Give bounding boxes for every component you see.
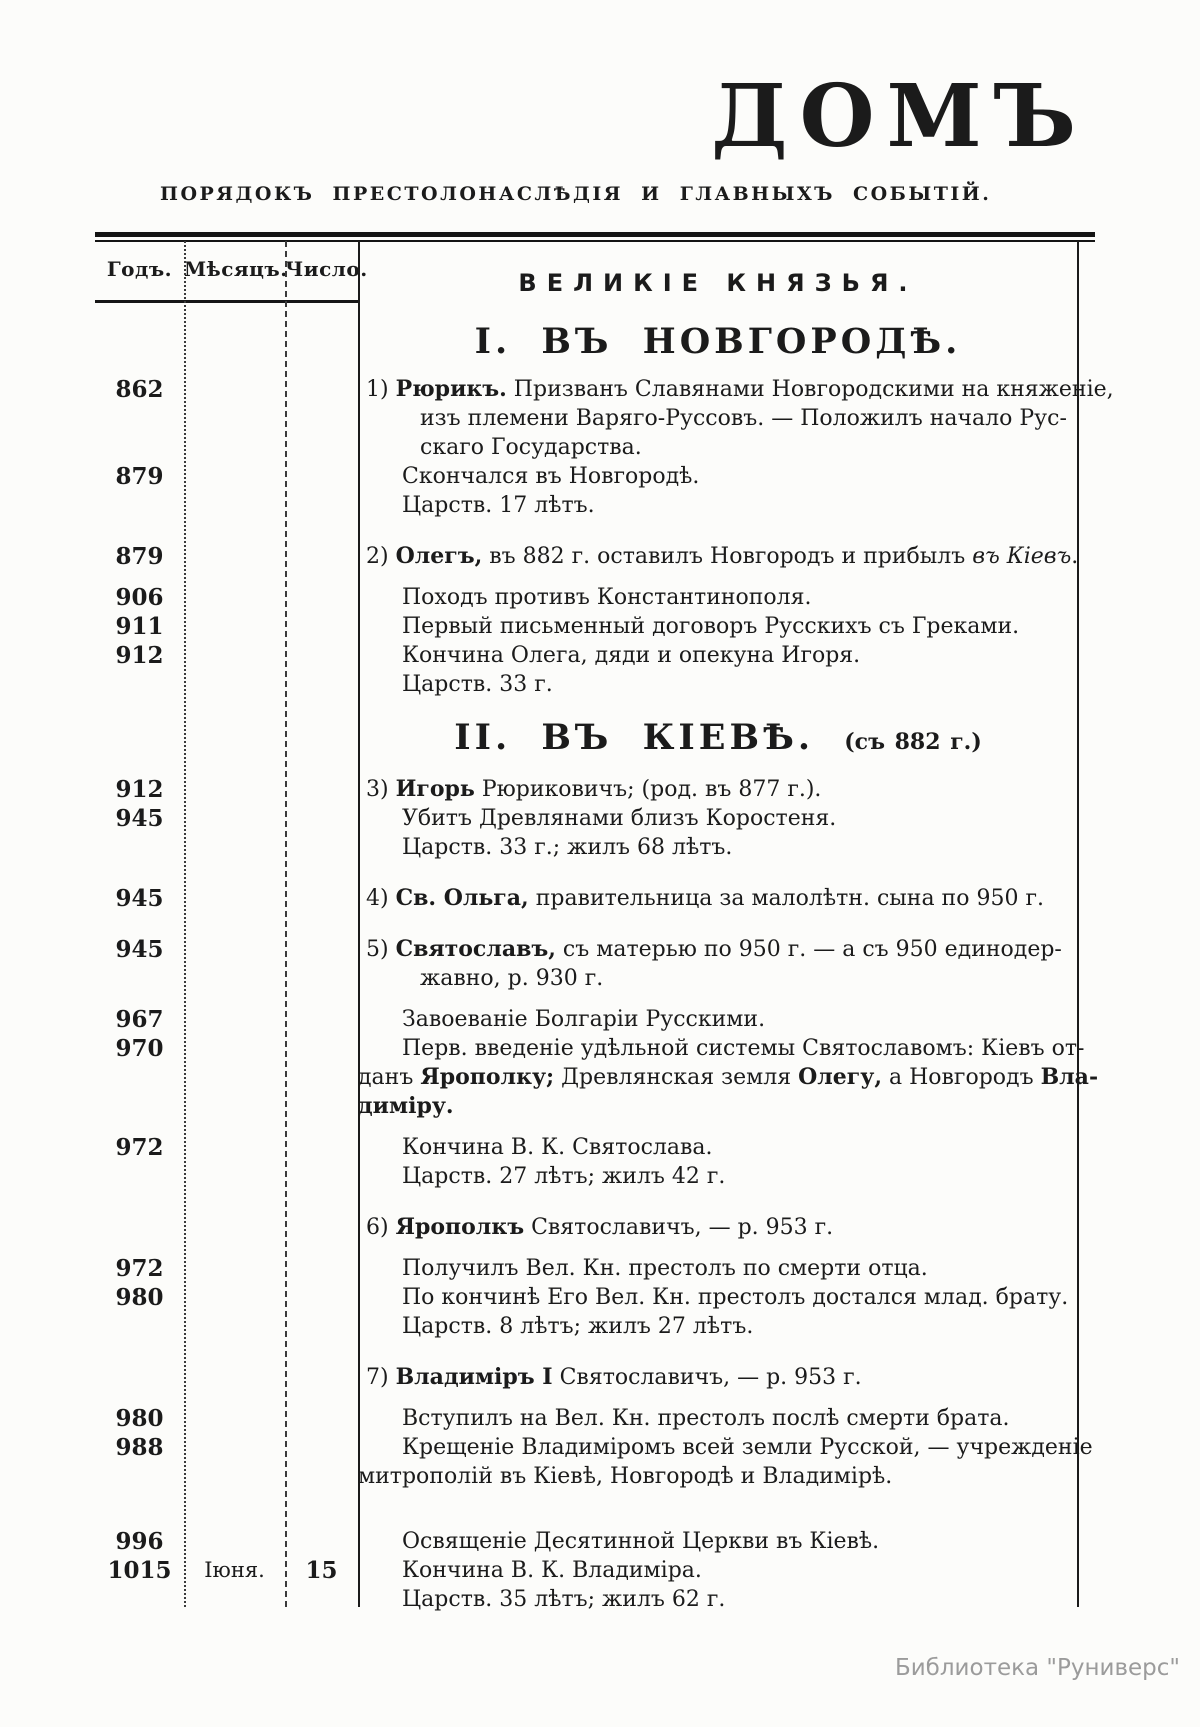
year-cell: 912 [115, 642, 164, 669]
table-row [95, 641, 1078, 670]
event-text-part: Кончина В. К. Владиміра. [402, 1558, 702, 1583]
year-cell: 970 [115, 1035, 164, 1062]
year-cell [95, 1363, 184, 1392]
table-row [95, 1363, 1078, 1392]
watermark: Библиотека "Руниверс" [894, 1655, 1180, 1681]
column-rule-month [285, 241, 287, 1607]
event-text-part: Святославичъ, — р. 953 г. [524, 1215, 834, 1240]
day-cell: 15 [305, 1557, 338, 1584]
month-cell [184, 641, 285, 670]
event-text [358, 1133, 1078, 1162]
table-row [95, 375, 1114, 404]
event-text-part: Перв. введеніе удѣльной системы Святославомъ: Кіевъ от- [402, 1036, 1085, 1061]
top-double-rule [95, 232, 1095, 242]
year-cell: 945 [115, 805, 164, 832]
month-cell [184, 670, 285, 699]
month-cell [184, 1404, 285, 1433]
month-cell [184, 1312, 285, 1341]
year-cell: 879 [115, 463, 164, 490]
month-cell [184, 462, 285, 491]
year-cell [95, 833, 184, 862]
day-cell [285, 1162, 358, 1191]
month-cell: Іюня. [204, 1558, 265, 1582]
table-row [95, 1312, 1078, 1341]
table-right-rule [1077, 241, 1079, 1607]
event-text-part: диміру. [358, 1093, 454, 1119]
event-text-part: Царств. 17 лѣтъ. [402, 493, 595, 518]
year-cell: 980 [115, 1284, 164, 1311]
table-row [95, 1254, 1078, 1283]
year-cell [95, 433, 184, 462]
event-text-part: Скончался въ Новгородѣ. [402, 464, 700, 489]
day-cell [285, 583, 358, 612]
event-text-part: изъ племени Варяго-Руссовъ. — Положилъ начало Рус- [420, 406, 1067, 431]
event-text-part: скаго Государства. [420, 435, 642, 460]
year-cell [95, 1162, 184, 1191]
month-cell [184, 1063, 285, 1092]
month-cell [184, 1092, 285, 1121]
day-cell [285, 1585, 358, 1614]
day-cell [285, 1092, 358, 1121]
day-cell [285, 433, 358, 462]
month-cell [184, 1034, 285, 1063]
event-text-part: 4) [366, 886, 396, 911]
day-cell [285, 964, 358, 993]
year-cell [95, 319, 184, 365]
table-row [95, 1462, 1078, 1491]
year-cell: 862 [115, 376, 164, 403]
month-cell [184, 884, 285, 913]
table-rows [95, 319, 1114, 1614]
table-row [95, 404, 1078, 433]
table-row [95, 1527, 1078, 1556]
event-text [358, 775, 1078, 804]
year-cell [95, 1063, 184, 1092]
event-text [358, 1254, 1078, 1283]
event-text-part: Царств. 35 лѣтъ; жилъ 62 г. [402, 1587, 726, 1612]
event-text [358, 1283, 1078, 1312]
table-row [95, 775, 1078, 804]
table-row [95, 670, 1078, 699]
table-row [95, 1063, 1099, 1092]
page-subtitle: ПОРЯДОКЪ ПРЕСТОЛОНАСЛѢДІЯ И ГЛАВНЫХЪ СОБЫТІЙ. [160, 183, 992, 205]
month-cell [184, 433, 285, 462]
month-cell [184, 1162, 285, 1191]
day-cell [285, 775, 358, 804]
event-text [358, 1363, 1078, 1392]
day-cell [285, 319, 358, 365]
event-text [358, 1034, 1085, 1063]
month-cell [184, 1527, 285, 1556]
section-title [358, 319, 1078, 365]
event-text-part: Кончина В. К. Святослава. [402, 1135, 713, 1160]
day-cell [285, 1527, 358, 1556]
table-row [95, 1585, 1078, 1614]
event-text [358, 375, 1114, 404]
day-cell [285, 404, 358, 433]
section-header-row [95, 715, 1078, 765]
column-rule-day [358, 241, 360, 1607]
event-text [358, 404, 1078, 433]
year-cell: 945 [115, 885, 164, 912]
month-cell [184, 1283, 285, 1312]
event-text-part: Кончина Олега, дяди и опекуна Игоря. [402, 643, 861, 668]
day-cell [285, 804, 358, 833]
table-row [95, 583, 1078, 612]
event-text-part: въ 882 г. оставилъ Новгородъ и прибылъ [482, 544, 973, 569]
table-row [95, 804, 1078, 833]
event-text-part: Рюрикъ. [395, 376, 507, 402]
year-cell: 967 [115, 1006, 164, 1033]
month-cell [184, 1005, 285, 1034]
section-title-text: II. ВЪ КІЕВѢ. [454, 717, 815, 758]
table-row [95, 1092, 1078, 1121]
month-cell [184, 964, 285, 993]
event-text [358, 433, 1078, 462]
day-cell [285, 1283, 358, 1312]
event-text-part: Крещеніе Владиміромъ всей земли Русской, — учрежденіе [402, 1435, 1093, 1460]
event-text [358, 1556, 1078, 1585]
day-cell [285, 833, 358, 862]
month-cell [184, 1462, 285, 1491]
table-row [95, 462, 1078, 491]
day-cell [285, 1312, 358, 1341]
day-cell [285, 1404, 358, 1433]
event-text-part: Вступилъ на Вел. Кн. престолъ послѣ смерти брата. [402, 1406, 1010, 1431]
day-cell [285, 1363, 358, 1392]
table-row [95, 1133, 1078, 1162]
year-cell [95, 404, 184, 433]
table-row [95, 1404, 1078, 1433]
event-text-part: 5) [366, 937, 396, 962]
year-cell [95, 1462, 184, 1491]
month-cell [184, 804, 285, 833]
event-text-part: Призванъ Славянами Новгородскими на княженіе, [506, 377, 1114, 402]
event-text-part: . [1071, 544, 1079, 569]
event-text [358, 462, 1078, 491]
month-cell [184, 1433, 285, 1462]
event-text-part: 7) [366, 1365, 396, 1390]
table-row [95, 964, 1078, 993]
event-text-part: данъ [358, 1065, 421, 1090]
year-cell [95, 670, 184, 699]
event-text-part: По кончинѣ Его Вел. Кн. престолъ достался млад. брату. [402, 1285, 1069, 1310]
event-text-part: митрополій въ Кіевѣ, Новгородѣ и Владимірѣ. [358, 1464, 893, 1489]
table-row [95, 1433, 1093, 1462]
month-cell [184, 1363, 285, 1392]
event-text [358, 1162, 1078, 1191]
year-cell: 980 [115, 1405, 164, 1432]
event-text-part: Олегъ, [395, 543, 483, 569]
event-text-part: Святославичъ, — р. 953 г. [552, 1365, 862, 1390]
event-text-part: Святославъ, [395, 936, 556, 962]
event-text-part: Первый письменный договоръ Русскихъ съ Греками. [402, 614, 1020, 639]
day-cell [285, 641, 358, 670]
table-row [95, 1162, 1078, 1191]
event-text-part: Владиміръ I [395, 1364, 553, 1390]
year-cell [95, 1092, 184, 1121]
year-cell: 988 [115, 1434, 164, 1461]
day-cell [285, 612, 358, 641]
table-row [95, 1556, 1078, 1585]
day-cell [285, 1005, 358, 1034]
event-text-part: Царств. 33 г. [402, 672, 553, 697]
month-cell [184, 935, 285, 964]
table-header-row [95, 245, 1078, 303]
event-text-part: а Новгородъ [882, 1065, 1041, 1090]
day-cell [285, 542, 358, 571]
year-cell [95, 1312, 184, 1341]
year-cell: 879 [115, 543, 164, 570]
event-text-part: Олегу, [798, 1064, 883, 1090]
month-cell [184, 715, 285, 765]
event-text [358, 542, 1078, 571]
day-cell [285, 375, 358, 404]
day-cell [285, 670, 358, 699]
year-cell: 906 [115, 584, 164, 611]
year-cell: 1015 [107, 1557, 172, 1584]
year-cell: 996 [115, 1528, 164, 1555]
year-cell: 972 [115, 1255, 164, 1282]
day-cell [285, 1254, 358, 1283]
event-text-part: Св. Ольга, [395, 885, 529, 911]
day-cell [285, 1433, 358, 1462]
event-text-part: Убитъ Древлянами близъ Коростеня. [402, 806, 837, 831]
event-text-part: Завоеваніе Болгаріи Русскими. [402, 1007, 766, 1032]
event-text-part: Царств. 33 г.; жилъ 68 лѣтъ. [402, 835, 733, 860]
event-text-part: 6) [366, 1215, 396, 1240]
event-text [358, 583, 1078, 612]
year-cell: 972 [115, 1134, 164, 1161]
event-text [358, 833, 1078, 862]
event-text-part: Древлянская земля [554, 1065, 799, 1090]
column-header-month: Мѣсяцъ. [184, 245, 285, 303]
event-text-part: съ матерью по 950 г. — а съ 950 единодер- [555, 937, 1062, 962]
event-text [358, 1585, 1078, 1614]
event-text [358, 964, 1078, 993]
column-header-day: Число. [285, 245, 358, 303]
event-text-part: Царств. 27 лѣтъ; жилъ 42 г. [402, 1164, 726, 1189]
event-text-part: 2) [366, 544, 396, 569]
event-text [358, 1433, 1093, 1462]
event-text [358, 804, 1078, 833]
event-text-part: въ Кіевъ [972, 544, 1072, 569]
day-cell [285, 935, 358, 964]
day-cell [285, 715, 358, 765]
event-text-part: жавно, р. 930 г. [420, 966, 604, 991]
event-text [358, 1092, 1078, 1121]
event-text-part: Получилъ Вел. Кн. престолъ по смерти отца. [402, 1256, 928, 1281]
event-text [358, 884, 1078, 913]
year-cell [95, 1585, 184, 1614]
day-cell [285, 1462, 358, 1491]
event-text [358, 1005, 1078, 1034]
event-text-part: Царств. 8 лѣтъ; жилъ 27 лѣтъ. [402, 1314, 754, 1339]
year-cell [95, 715, 184, 765]
year-cell [95, 491, 184, 520]
event-text-part: 1) [366, 377, 396, 402]
month-cell [184, 404, 285, 433]
month-cell [184, 491, 285, 520]
table-row [95, 1213, 1078, 1242]
year-cell [95, 964, 184, 993]
day-cell [285, 462, 358, 491]
year-cell: 945 [115, 936, 164, 963]
month-cell [184, 1585, 285, 1614]
event-text [358, 491, 1078, 520]
month-cell [184, 542, 285, 571]
month-cell [184, 375, 285, 404]
event-text [358, 935, 1078, 964]
section-title [358, 715, 1078, 765]
table-row [95, 433, 1078, 462]
event-text-part: 3) [366, 777, 396, 802]
table-row [95, 612, 1078, 641]
column-header-year: Годъ. [95, 245, 184, 303]
event-text-part: Игорь [395, 776, 475, 802]
event-text-part: Вла- [1040, 1064, 1099, 1090]
day-cell [285, 1034, 358, 1063]
table-row [95, 542, 1078, 571]
month-cell [184, 833, 285, 862]
column-header-princes: ВЕЛИКІЕ КНЯЗЬЯ. [518, 269, 918, 297]
event-text-part: Рюриковичъ; (род. въ 877 г.). [474, 777, 822, 802]
table-row [95, 1283, 1078, 1312]
table-row [95, 491, 1078, 520]
event-text [358, 1312, 1078, 1341]
page-title: ДОМЪ [711, 66, 1088, 167]
year-cell: 912 [115, 776, 164, 803]
table-row [95, 935, 1078, 964]
day-cell [285, 1063, 358, 1092]
month-cell [184, 319, 285, 365]
month-cell [184, 1213, 285, 1242]
table-row [95, 884, 1078, 913]
year-cell: 911 [115, 613, 164, 640]
section-title-suffix: (съ 882 г.) [844, 729, 982, 755]
month-cell [184, 583, 285, 612]
year-cell [95, 1213, 184, 1242]
event-text [358, 1462, 1078, 1491]
day-cell [285, 1213, 358, 1242]
month-cell [184, 612, 285, 641]
column-rule-year [184, 241, 186, 1607]
day-cell [285, 1133, 358, 1162]
month-cell [184, 775, 285, 804]
event-text [358, 1213, 1078, 1242]
table-row [95, 833, 1078, 862]
event-text-part: Освященіе Десятинной Церкви въ Кіевѣ. [402, 1529, 880, 1554]
event-text [358, 1404, 1078, 1433]
table-row [95, 1005, 1078, 1034]
month-cell [184, 1254, 285, 1283]
event-text [358, 641, 1078, 670]
month-cell [184, 1133, 285, 1162]
event-text [358, 670, 1078, 699]
day-cell [285, 884, 358, 913]
section-header-row [95, 319, 1078, 365]
section-title-text: I. ВЪ НОВГОРОДѢ. [474, 321, 962, 362]
day-cell [285, 491, 358, 520]
chronology-table [95, 245, 1114, 1614]
event-text [358, 1063, 1098, 1092]
event-text [358, 1527, 1078, 1556]
table-row [95, 1034, 1085, 1063]
event-text-part: правительница за малолѣтн. сына по 950 г. [528, 886, 1044, 911]
event-text-part: Походъ противъ Константинополя. [402, 585, 812, 610]
event-text-part: Ярополкъ [395, 1214, 525, 1240]
event-text [358, 612, 1078, 641]
event-text-part: Ярополку; [420, 1064, 555, 1090]
